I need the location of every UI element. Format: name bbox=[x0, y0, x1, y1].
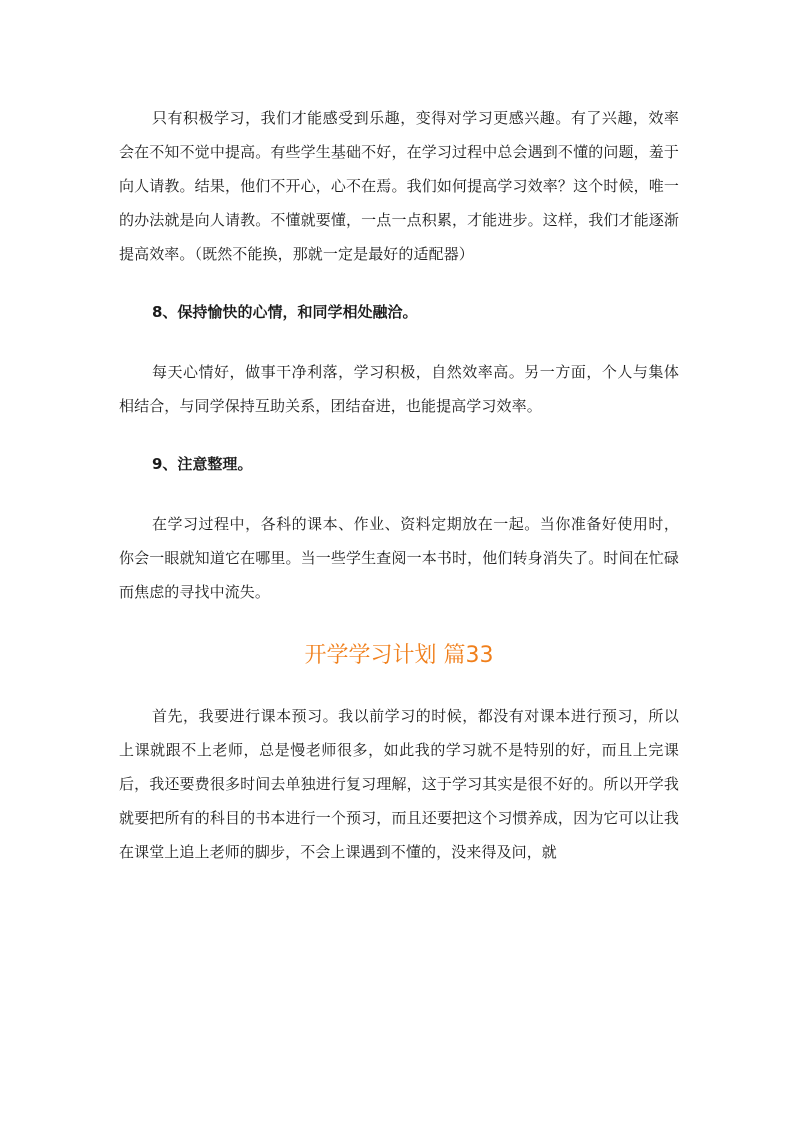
paragraph-organize: 在学习过程中，各科的课本、作业、资料定期放在一起。当你准备好使用时，你会一眼就知道它在哪里。当一些学生查阅一本书时，他们转身消失了。时间在忙碌而焦虑的寻找中流失。 bbox=[119, 515, 679, 601]
item-heading-8: 8、保持愉快的心情，和同学相处融洽。 bbox=[152, 303, 418, 321]
paragraph-interest: 只有积极学习，我们才能感受到乐趣，变得对学习更感兴趣。有了兴趣，效率会在不知不觉中提高。有些学生基础不好，在学习过程中总会遇到不懂的问题，羞于向人请教。结果，他们不开心，心不在焉。我们如何提高学习效率？这个时候，唯一的办法就是向人请教。不懂就要懂，一点一点积累，才能进步。这样，我们才能逐渐提高效率。（既然不能换，那就一定是最好的适配器） bbox=[119, 109, 679, 263]
paragraph-mood: 每天心情好，做事干净利落，学习积极，自然效率高。另一方面，个人与集体相结合，与同学保持互助关系，团结奋进，也能提高学习效率。 bbox=[119, 363, 679, 415]
document-body bbox=[119, 101, 679, 869]
section-title: 开学学习计划 篇33 bbox=[304, 643, 494, 668]
paragraph-preview: 首先，我要进行课本预习。我以前学习的时候，都没有对课本进行预习，所以上课就跟不上老师，总是慢老师很多，如此我的学习就不是特别的好，而且上完课后，我还要费很多时间去单独进行复习理解，这于学习其实是很不好的。所以开学我就要把所有的科目的书本进行一个预习，而且还要把这个习惯养成，因为它可以让我在课堂上追上老师的脚步，不会上课遇到不懂的，没来得及问，就 bbox=[119, 707, 679, 861]
item-heading-9: 9、注意整理。 bbox=[152, 455, 253, 473]
